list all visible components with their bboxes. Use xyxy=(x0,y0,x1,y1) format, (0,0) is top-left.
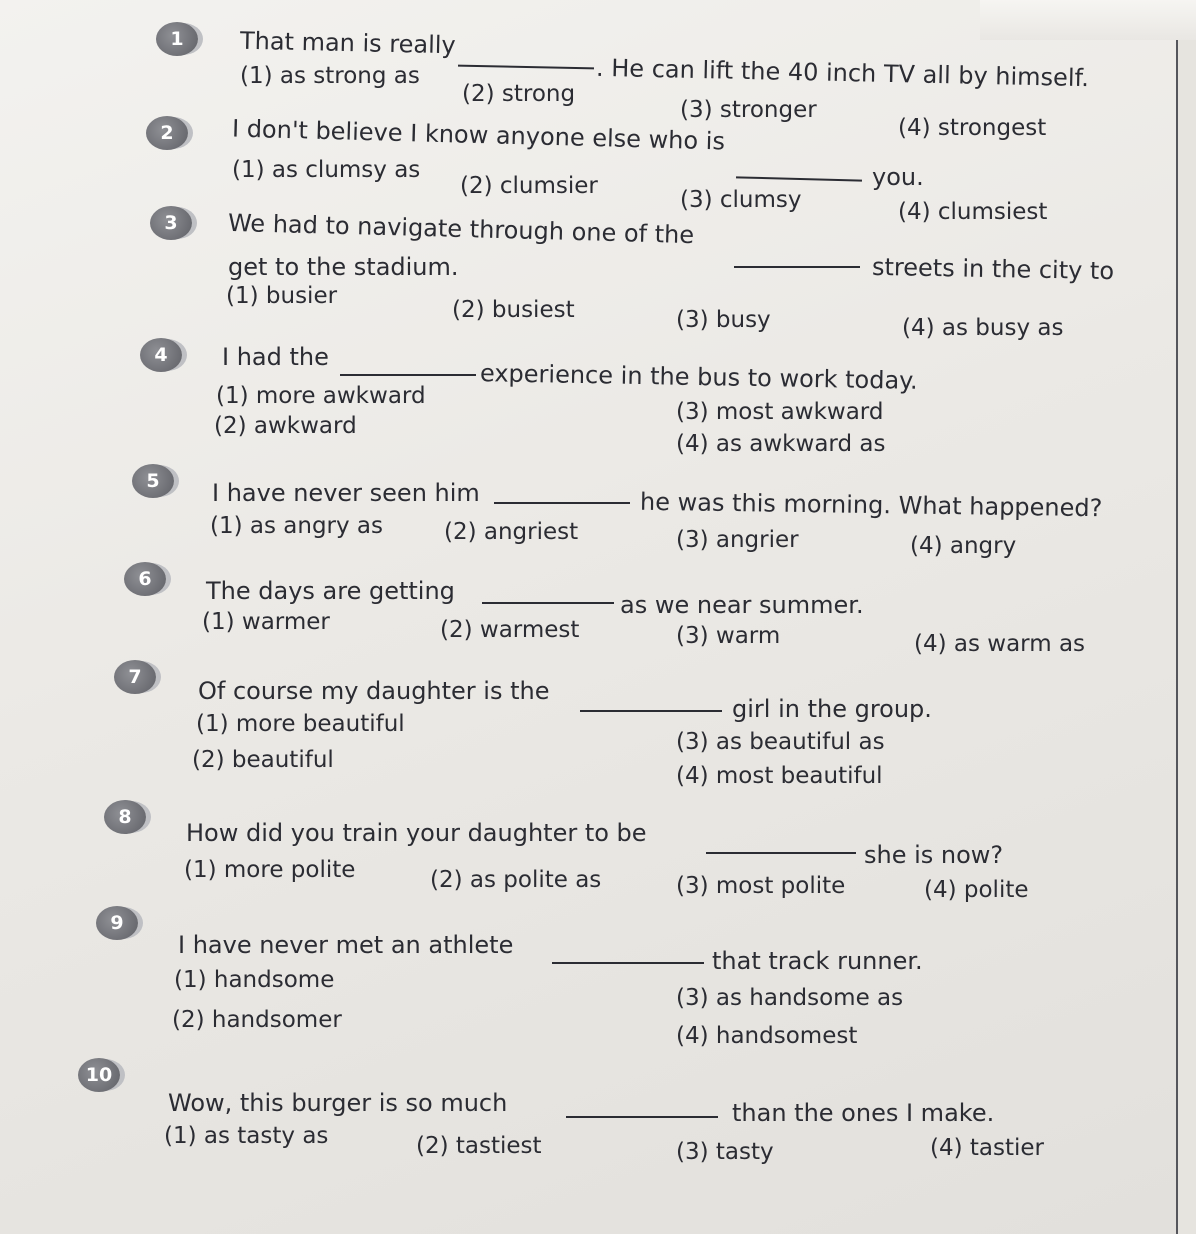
question-text-after: as we near summer. xyxy=(620,591,864,619)
question-text: I have never seen him xyxy=(212,479,480,507)
option-3[interactable]: (3) warm xyxy=(676,623,781,649)
question-text: The days are getting xyxy=(206,577,455,605)
option-3[interactable]: (3) busy xyxy=(676,307,771,333)
question-text: Wow, this burger is so much xyxy=(168,1089,508,1117)
question-number-badge: 2 xyxy=(146,116,188,150)
option-2[interactable]: (2) awkward xyxy=(214,413,357,439)
question-text-after: streets in the city to xyxy=(871,252,1115,286)
option-3[interactable]: (3) stronger xyxy=(680,97,817,123)
option-1[interactable]: (1) busier xyxy=(226,283,338,309)
option-4[interactable]: (4) most beautiful xyxy=(676,763,883,789)
question-text: I have never met an athlete xyxy=(178,931,514,959)
option-2[interactable]: (2) angriest xyxy=(444,519,579,545)
question-number-badge: 9 xyxy=(96,906,138,940)
question-text-after: experience in the bus to work today. xyxy=(479,359,918,395)
option-1[interactable]: (1) as clumsy as xyxy=(232,157,421,183)
option-2[interactable]: (2) strong xyxy=(462,81,576,107)
answer-blank[interactable] xyxy=(706,852,856,854)
question-text: We had to navigate through one of the xyxy=(227,208,695,250)
question-text-after: . He can lift the 40 inch TV all by himself. xyxy=(595,53,1090,93)
option-4[interactable]: (4) tastier xyxy=(930,1135,1045,1161)
question-number-badge: 1 xyxy=(156,22,198,56)
question-text: Of course my daughter is the xyxy=(198,677,550,705)
option-1[interactable]: (1) more awkward xyxy=(216,383,426,409)
answer-blank[interactable] xyxy=(566,1116,718,1118)
question-number-badge: 10 xyxy=(78,1058,120,1092)
option-3[interactable]: (3) angrier xyxy=(676,527,799,553)
question-number-badge: 5 xyxy=(132,464,174,498)
question-text: How did you train your daughter to be xyxy=(186,819,647,847)
option-1[interactable]: (1) more beautiful xyxy=(196,711,405,737)
option-2[interactable]: (2) warmest xyxy=(440,617,580,643)
answer-blank[interactable] xyxy=(552,962,704,964)
answer-blank[interactable] xyxy=(482,602,614,604)
option-2[interactable]: (2) as polite as xyxy=(430,867,602,893)
question-text-after: than the ones I make. xyxy=(732,1099,995,1127)
option-4[interactable]: (4) clumsiest xyxy=(898,199,1048,225)
question-number-badge: 4 xyxy=(140,338,182,372)
option-1[interactable]: (1) more polite xyxy=(184,857,356,883)
option-1[interactable]: (1) as tasty as xyxy=(164,1123,329,1149)
option-3[interactable]: (3) tasty xyxy=(676,1139,774,1165)
option-4[interactable]: (4) as busy as xyxy=(902,315,1064,341)
option-2[interactable]: (2) handsomer xyxy=(172,1007,342,1033)
answer-blank[interactable] xyxy=(340,374,476,376)
option-3[interactable]: (3) most polite xyxy=(676,873,846,899)
question-text-continued: get to the stadium. xyxy=(228,253,459,281)
option-2[interactable]: (2) tastiest xyxy=(416,1133,542,1159)
question-text-after: you. xyxy=(872,163,924,191)
option-3[interactable]: (3) most awkward xyxy=(676,399,884,425)
question-text-after: that track runner. xyxy=(712,947,923,975)
option-3[interactable]: (3) clumsy xyxy=(680,187,802,213)
option-1[interactable]: (1) warmer xyxy=(202,609,330,635)
question-text: That man is really xyxy=(239,26,456,60)
answer-blank[interactable] xyxy=(734,266,860,268)
question-number-badge: 8 xyxy=(104,800,146,834)
option-2[interactable]: (2) clumsier xyxy=(460,173,598,199)
option-4[interactable]: (4) handsomest xyxy=(676,1023,858,1049)
question-number-badge: 3 xyxy=(150,206,192,240)
option-3[interactable]: (3) as beautiful as xyxy=(676,729,885,755)
question-text-after: she is now? xyxy=(864,841,1004,869)
option-1[interactable]: (1) as angry as xyxy=(210,513,384,539)
question-text-after: girl in the group. xyxy=(732,695,932,723)
option-4[interactable]: (4) polite xyxy=(924,877,1029,903)
question-text-after: he was this morning. What happened? xyxy=(639,487,1103,523)
question-text: I don't believe I know anyone else who is xyxy=(231,114,726,156)
option-4[interactable]: (4) as awkward as xyxy=(676,431,886,457)
option-3[interactable]: (3) as handsome as xyxy=(676,985,904,1011)
answer-blank[interactable] xyxy=(580,710,722,712)
option-2[interactable]: (2) beautiful xyxy=(192,747,334,773)
page-corner xyxy=(980,0,1196,40)
option-1[interactable]: (1) as strong as xyxy=(240,63,420,89)
option-2[interactable]: (2) busiest xyxy=(452,297,575,323)
question-number-badge: 6 xyxy=(124,562,166,596)
option-4[interactable]: (4) as warm as xyxy=(914,631,1086,657)
question-number-badge: 7 xyxy=(114,660,156,694)
option-4[interactable]: (4) angry xyxy=(910,533,1017,559)
option-1[interactable]: (1) handsome xyxy=(174,967,335,993)
question-text: I had the xyxy=(222,343,329,371)
option-4[interactable]: (4) strongest xyxy=(898,115,1047,141)
answer-blank[interactable] xyxy=(494,502,630,504)
